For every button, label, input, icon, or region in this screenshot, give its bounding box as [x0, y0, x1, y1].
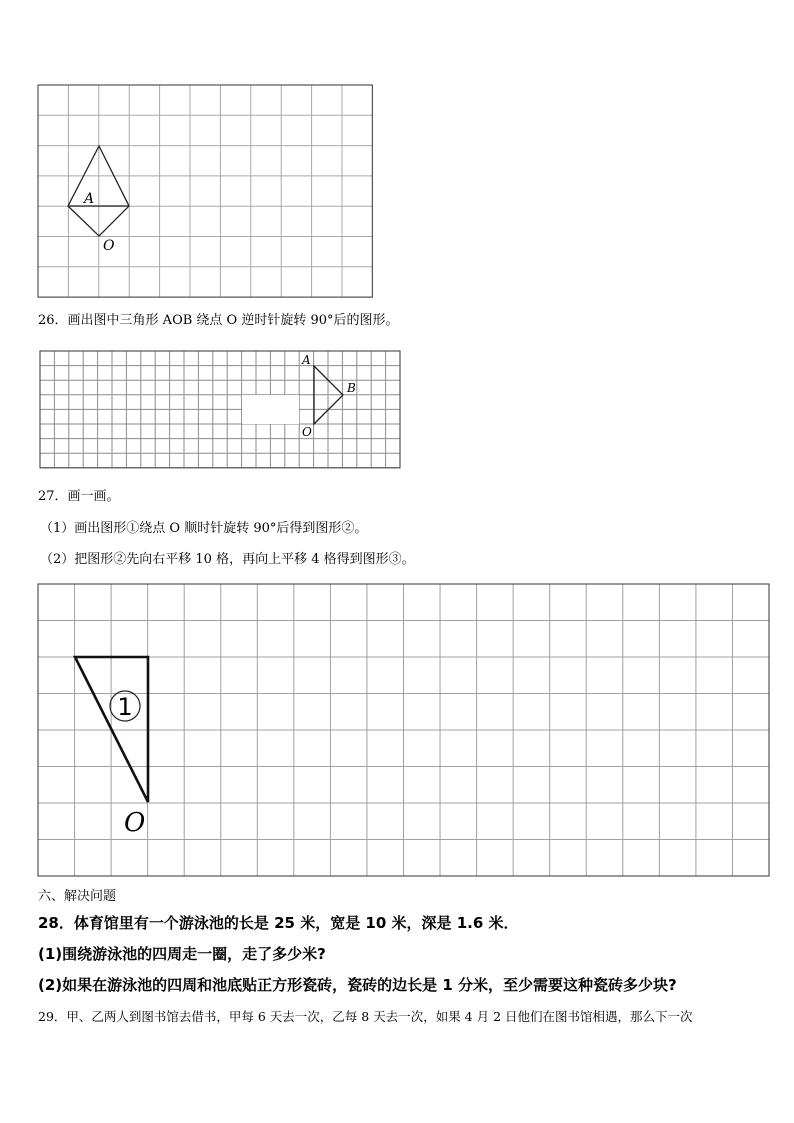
q28-part2: (2)如果在游泳池的四周和池底贴正方形瓷砖，瓷砖的边长是 1 分米，至少需要这种瓷砖多少块? — [38, 976, 677, 994]
figure1-label-a: A — [84, 191, 95, 207]
q27-part2: （2）把图形②先向右平移 10 格，再向上平移 4 格得到图形③。 — [40, 552, 415, 567]
q27-number: 27． — [38, 489, 68, 504]
figure2-label-b: B — [347, 381, 356, 395]
shape-1-label: 1 — [117, 693, 133, 721]
q27-part1: （1）画出图形①绕点 O 顺时针旋转 90°后得到图形②。 — [40, 521, 368, 536]
figure3-label-o: O — [124, 808, 146, 838]
section-title: 六、解决问题 — [38, 889, 117, 904]
q26-prompt: 画出图中三角形 AOB 绕点 O 逆时针旋转 90°后的图形。 — [67, 313, 399, 328]
q27-title-text: 画一画。 — [67, 489, 120, 504]
q28-stem: 28．体育馆里有一个游泳池的长是 25 米，宽是 10 米，深是 1.6 米． — [38, 914, 519, 932]
q29-text: 29．甲、乙两人到图书馆去借书，甲每 6 天去一次，乙每 8 天去一次，如果 4 月 2 日他们在图书馆相遇，那么下一次 — [38, 1009, 693, 1024]
q28-part1: (1)围绕游泳池的四周走一圈，走了多少米? — [38, 945, 326, 963]
q26-number: 26． — [38, 313, 68, 328]
figure2-label-o: O — [302, 425, 312, 439]
figure1-label-o: O — [103, 238, 115, 254]
figure2-label-a: A — [302, 353, 311, 367]
